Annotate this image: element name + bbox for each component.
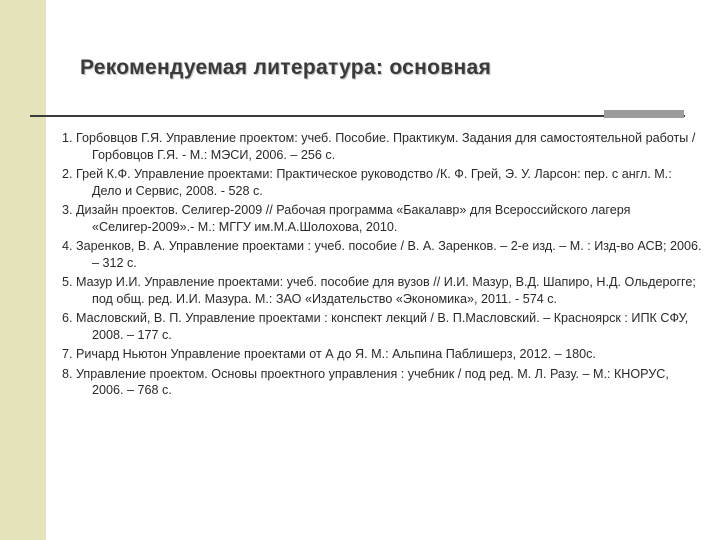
- reference-item: 5. Мазур И.И. Управление проектами: учеб. пособие для вузов // И.И. Мазур, В.Д. Шапиро, Н.Д. Ольдерогге; под общ. ред. И.И. Мазура. М.: ЗАО «Издательство «Экономика», 2011. - 574 с.: [62, 275, 696, 306]
- title-divider-line: [30, 115, 685, 117]
- slide-title: Рекомендуемая литература: основная: [80, 56, 491, 79]
- reference-item: 3. Дизайн проектов. Селигер-2009 // Рабочая программа «Бакалавр» для Всероссийского лагеря «Селигер-2009».- М.: МГГУ им.М.А.Шолохова, 2010.: [62, 203, 631, 234]
- reference-item: 2. Грей К.Ф. Управление проектами: Практическое руководство /К. Ф. Грей, Э. У. Ларсон: пер. с англ. М.: Дело и Сервис, 2008. - 528 с.: [62, 167, 672, 198]
- reference-list: [62, 130, 702, 402]
- reference-item: 6. Масловский, В. П. Управление проектами : конспект лекций / В. П.Масловский. – Красноярск : ИПК СФУ, 2008. – 177 с.: [62, 311, 689, 342]
- reference-item: 8. Управление проектом. Основы проектного управления : учебник / под ред. М. Л. Разу. – М.: КНОРУС, 2006. – 768 с.: [62, 366, 669, 397]
- reference-item: 7. Ричард Ньютон Управление проектами от А до Я. М.: Альпина Паблишерз, 2012. – 180с.: [62, 347, 596, 361]
- reference-item: 1. Горбовцов Г.Я. Управление проектом: учеб. Пособие. Практикум. Задания для самостоятельной работы / Горбовцов Г.Я. - М.: МЭСИ, 2006. – 256 с.: [62, 131, 696, 162]
- left-accent-band: [0, 0, 46, 540]
- title-divider-accent: [604, 110, 684, 118]
- reference-item: 4. Заренков, В. А. Управление проектами : учеб. пособие / В. А. Заренков. – 2-е изд. – М. : Изд-во АСВ; 2006. – 312 с.: [62, 239, 702, 270]
